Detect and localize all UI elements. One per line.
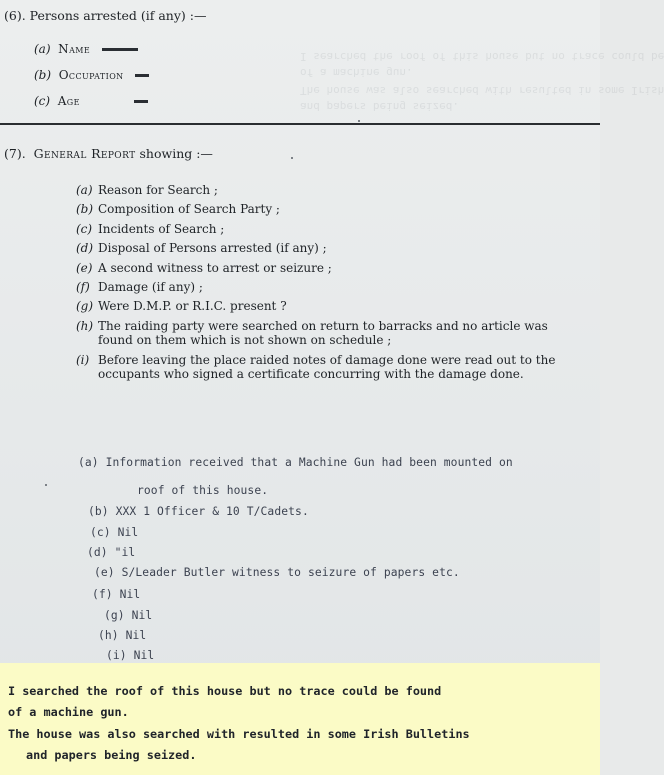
item-text: A second witness to arrest or seizure ; — [98, 260, 332, 275]
typed-answer-g: (g) Nil — [104, 609, 153, 622]
item-text: Composition of Search Party ; — [98, 202, 280, 217]
typed-answer-a-cont: roof of this house. — [137, 484, 269, 497]
field-name-label: (a) — [34, 42, 51, 56]
item-text: Reason for Search ; — [98, 183, 218, 197]
section-6 — [4, 8, 207, 108]
list-item — [76, 280, 576, 294]
typed-answer-d: (d) "il — [87, 546, 136, 559]
section-7-heading — [4, 146, 213, 161]
field-age-text: Age — [57, 94, 80, 108]
list-item — [76, 261, 576, 275]
typed-answer-c: (c) Nil — [90, 526, 139, 539]
section-7-suffix: showing :— — [139, 146, 213, 161]
speck — [291, 157, 293, 159]
item-label: (f) — [76, 279, 90, 294]
field-occupation — [34, 68, 149, 82]
bleed-through-text-2: of a machine gun. — [300, 66, 413, 79]
item-label: (g) — [76, 299, 94, 314]
item-label: (h) — [76, 318, 94, 333]
redaction-mark — [102, 48, 138, 51]
list-item — [76, 353, 576, 382]
item-text: Were D.M.P. or R.I.C. present ? — [98, 299, 287, 314]
transcription-line-3: The house was also searched with resulted in some Irish Bulletins — [8, 727, 470, 741]
typed-answer-i: (i) Nil — [106, 649, 155, 662]
typed-answer-e: (e) S/Leader Butler witness to seizure of papers etc. — [94, 566, 460, 579]
item-text: Damage (if any) ; — [98, 279, 203, 294]
field-age — [34, 94, 148, 108]
redaction-mark — [134, 100, 148, 103]
item-label: (c) — [76, 221, 93, 236]
typed-answer-h: (h) Nil — [98, 629, 147, 642]
section-7-title: General Report — [33, 146, 136, 161]
item-label: (b) — [76, 202, 94, 217]
item-text: Before leaving the place raided notes of damage done were read out to the occupants who signed a certificate concurring with the damage done. — [98, 352, 556, 381]
transcription-line-2: of a machine gun. — [8, 705, 129, 719]
section-6-heading: (6). Persons arrested (if any) :— — [4, 8, 207, 23]
list-item — [76, 299, 576, 313]
item-text: Disposal of Persons arrested (if any) ; — [98, 241, 327, 256]
transcription-box — [0, 663, 600, 775]
bleed-through-text-1: I searched the roof of this house but no trace could be — [300, 50, 664, 63]
speck — [45, 484, 47, 486]
list-item — [76, 202, 576, 216]
item-text: Incidents of Search ; — [98, 221, 225, 236]
field-name-text: Name — [58, 42, 91, 56]
list-item — [76, 183, 576, 197]
redaction-mark — [135, 74, 149, 77]
field-age-label: (c) — [34, 94, 51, 108]
field-name — [34, 42, 138, 56]
list-item — [76, 222, 576, 236]
transcription-line-1: I searched the roof of this house but no trace could be found — [8, 684, 442, 698]
section-7-number: (7). — [4, 146, 26, 161]
list-item — [76, 241, 576, 255]
list-item — [76, 319, 576, 348]
section-divider — [0, 123, 600, 125]
item-label: (a) — [76, 183, 93, 197]
transcription-line-4: and papers being seized. — [26, 748, 197, 762]
report-items-list — [76, 183, 576, 386]
item-label: (i) — [76, 352, 90, 367]
typed-answer-b: (b) XXX 1 Officer & 10 T/Cadets. — [88, 505, 309, 518]
bleed-through-text-3: The house was also searched with resulted in some Irish — [300, 84, 664, 97]
speck — [358, 120, 360, 122]
item-text: The raiding party were searched on return to barracks and no article was found on them which is not shown on schedule ; — [98, 318, 548, 348]
bleed-through-text-4: and papers being seized. — [300, 100, 459, 113]
item-label: (d) — [76, 241, 94, 256]
typed-answer-f: (f) Nil — [92, 588, 141, 601]
field-occupation-text: Occupation — [58, 68, 124, 82]
item-label: (e) — [76, 260, 93, 275]
typed-answer-a: (a) Information received that a Machine Gun had been mounted on — [78, 456, 513, 469]
field-occupation-label: (b) — [34, 68, 52, 82]
